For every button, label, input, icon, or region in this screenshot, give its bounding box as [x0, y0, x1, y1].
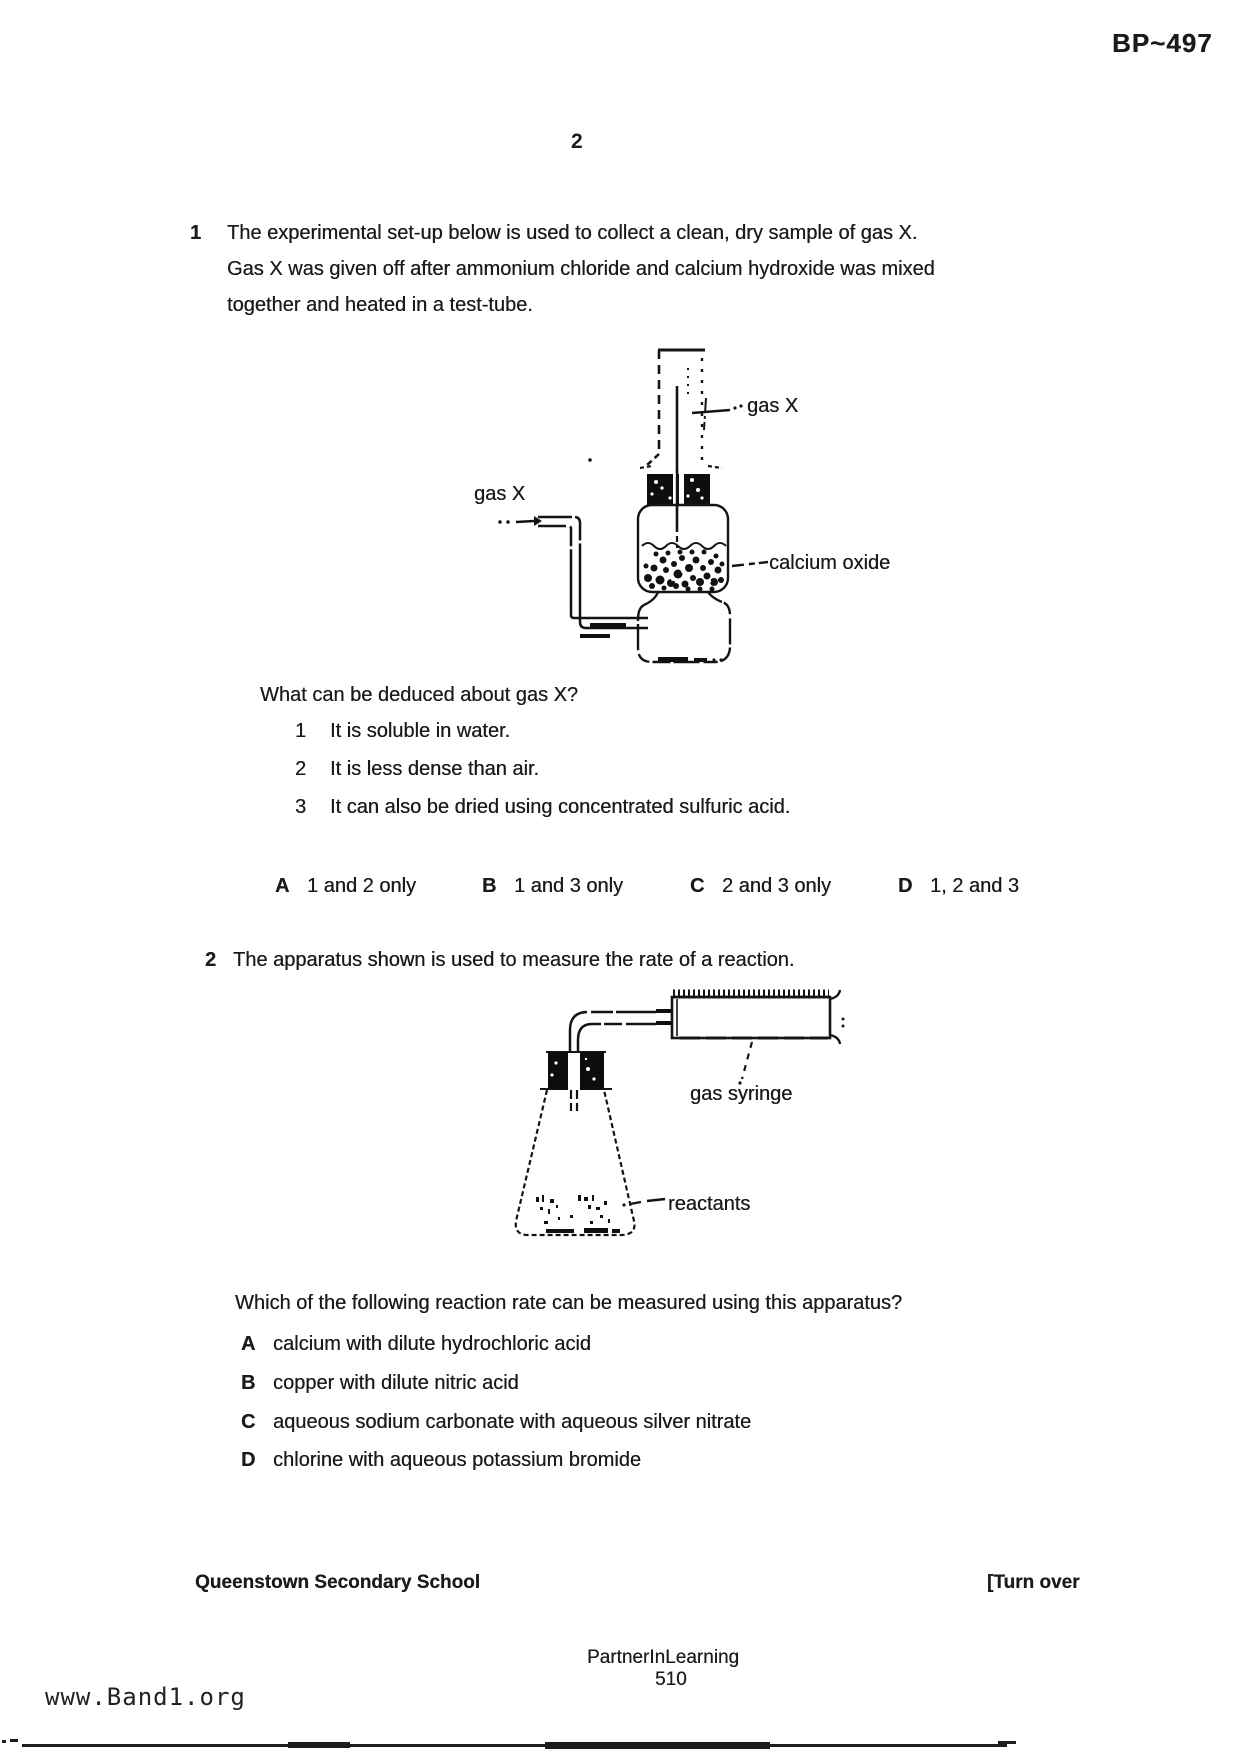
q1-option-text: 1 and 2 only: [307, 875, 416, 897]
q1-statement-num: 2: [295, 758, 307, 780]
q2-number: 2: [205, 949, 217, 971]
watermark-site: www.Band1.org: [45, 1683, 246, 1711]
footer-school: Queenstown Secondary School: [195, 1572, 481, 1593]
q1-statement-text: It is soluble in water.: [330, 720, 511, 742]
q1-option-letter: A: [275, 875, 290, 897]
q2-question: Which of the following reaction rate can be measured using this apparatus?: [235, 1292, 903, 1314]
page-edge-line: [22, 1744, 1007, 1747]
q1-stem-line-3: together and heated in a test-tube.: [227, 294, 533, 316]
q2-option-text: chlorine with aqueous potassium bromide: [273, 1449, 641, 1471]
q1-stem-line-1: The experimental set-up below is used to collect a clean, dry sample of gas X.: [227, 222, 918, 244]
q1-option-letter: B: [482, 875, 497, 897]
q2-option-letter: D: [241, 1449, 256, 1471]
q1-option-letter: C: [690, 875, 705, 897]
doc-code: BP~497: [1112, 28, 1213, 58]
q2-label-reactants: reactants: [668, 1193, 751, 1215]
q1-option-text: 2 and 3 only: [722, 875, 831, 897]
q1-label-gas-x-left: gas X: [474, 483, 526, 505]
q1-stem-line-2: Gas X was given off after ammonium chloride and calcium hydroxide was mixed: [227, 258, 935, 280]
watermark-partner: PartnerInLearning: [587, 1647, 740, 1668]
watermark-number: 510: [655, 1669, 687, 1690]
q2-option-text: aqueous sodium carbonate with aqueous silver nitrate: [273, 1411, 752, 1433]
q1-statement-text: It can also be dried using concentrated sulfuric acid.: [330, 796, 791, 818]
q2-option-letter: A: [241, 1333, 256, 1355]
q1-number: 1: [190, 222, 202, 244]
q1-label-gas-x-top: gas X: [747, 395, 799, 417]
q1-statement-num: 1: [295, 720, 307, 742]
q2-option-letter: C: [241, 1411, 256, 1433]
q1-option-text: 1 and 3 only: [514, 875, 623, 897]
page-edge-mark: [10, 1739, 18, 1742]
q1-option-letter: D: [898, 875, 913, 897]
q1-statement-text: It is less dense than air.: [330, 758, 540, 780]
q1-statement-num: 3: [295, 796, 307, 818]
q2-option-text: copper with dilute nitric acid: [273, 1372, 519, 1394]
page-edge-mark: [2, 1740, 6, 1743]
q2-label-gas-syringe: gas syringe: [690, 1083, 793, 1105]
q1-option-text: 1, 2 and 3: [930, 875, 1019, 897]
q2-option-letter: B: [241, 1372, 256, 1394]
footer-turn-over: [Turn over: [987, 1572, 1080, 1593]
q2-stem: The apparatus shown is used to measure the rate of a reaction.: [233, 949, 795, 971]
page-edge-line: [545, 1742, 770, 1749]
page-edge-line: [288, 1742, 350, 1748]
page-number: 2: [571, 130, 583, 153]
q1-question: What can be deduced about gas X?: [260, 684, 579, 706]
page-edge-line: [998, 1741, 1016, 1744]
q2-option-text: calcium with dilute hydrochloric acid: [273, 1333, 591, 1355]
q1-label-calcium-oxide: calcium oxide: [769, 552, 891, 574]
